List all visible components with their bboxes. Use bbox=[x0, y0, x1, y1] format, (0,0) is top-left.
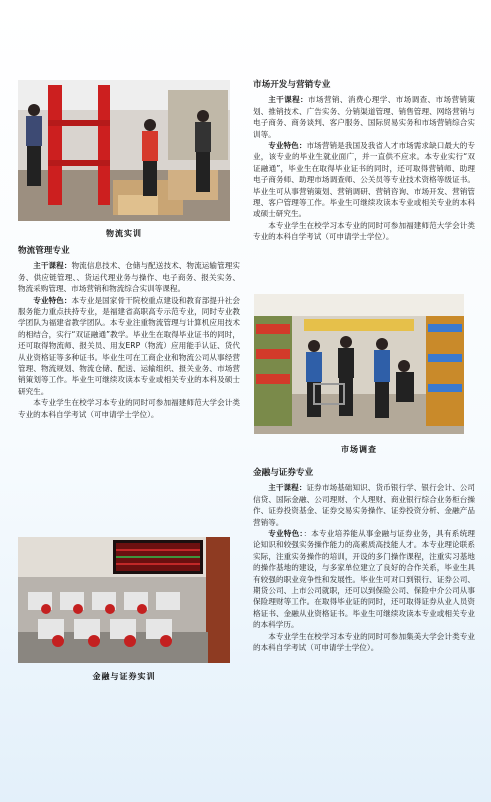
logistics-features: 专业特色：本专业是国家骨干院校重点建设和教育部提升社会服务能力重点扶持专业，是福建省高职高专示范专业，同时专业教学团队为福建省教学团队。本专业注重物流管理与计算机应用技术的相结合，实行“双证融通”教学。毕业生在取得毕业证书的同时，还可取得物流师、报关员、用友ERP（物流）应用能手认证、货代从业资格证等多种证书。毕业生可在工商企业和物流公司从事经营管理、物流规划、物流仓储、配送、运输组织、报关业务、市场营销策划等工作。毕业生可继续攻读本专业或相关专业的本科及硕士研究生。 bbox=[18, 295, 240, 396]
marketing-courses: 主干课程：市场营销、消费心理学、市场调查、市场营销策划、推销技术、广告实务、分销渠道管理、销售管理、网络营销与电子商务、商务谈判、客户服务、国际贸易实务和市场营销综合实训等。 bbox=[253, 95, 475, 139]
logistics-title: 物流管理专业 bbox=[18, 246, 70, 256]
finance-title: 金融与证券专业 bbox=[253, 468, 314, 478]
logistics-training-photo bbox=[18, 80, 230, 221]
marketing-exam: 本专业学生在校学习本专业的同时可参加福建师范大学会计类专业的本科自学考试（可申请学士学位）。 bbox=[253, 220, 475, 242]
finance-courses: 主干课程：证券市场基础知识、货币银行学、银行会计、公司信贷、国际金融、公司理财、个人理财、商业银行综合业务柜台操作、证券投资基金、证券交易实务操作、证券投资分析、金融产品营销等。 bbox=[253, 483, 475, 527]
marketing-features: 专业特色：市场营销是我国及我省人才市场需求缺口最大的专业，该专业的毕业生就业面广，并一直供不应求。本专业实行“双证融通”，毕业生在取得毕业证书的同时，还可取得营销师、助理电子商务师、助理市场调查师、公关员等专业技术资格等级证书。毕业生可从事营销策划、营销调研、营销咨询、市场开发、营销管理、客户管理等工作。毕业生可继续攻读本专业或相关专业的本科或硕士研究生。 bbox=[253, 141, 475, 219]
finance-training-photo bbox=[18, 537, 230, 663]
finance-photo-caption: 金融与证券实训 bbox=[92, 672, 156, 681]
logistics-exam: 本专业学生在校学习本专业的同时可参加福建师范大学会计类专业的本科自学考试（可申请学士学位）。 bbox=[18, 398, 240, 419]
market-survey-caption: 市场调查 bbox=[341, 445, 377, 454]
finance-features: 专业特色：：本专业培养能从事金融与证券业务，具有系统理论知识和较强实务操作能力的高素质高技能人才。本专业理论联系实际，注重实务操作的培训，开设的多门操作课程，注重实习基地的操作基地的建设，与多家单位建立了良好的合作关系，毕业生具有较强的职业竞争性和发展性。毕业生可对口到银行、证券公司、期货公司、上市公司就职，还可以到保险公司、保险中介公司从事保险理财等工作。在取得毕业证的同时，还可取得证券从业人员资格证书、金融从业资格证书。毕业生可继续攻读本专业或相关专业的本科学历。 bbox=[253, 529, 476, 630]
logistics-section bbox=[18, 246, 240, 420]
finance-section bbox=[253, 468, 475, 654]
market-survey-photo bbox=[254, 294, 464, 434]
marketing-title: 市场开发与营销专业 bbox=[253, 80, 331, 90]
marketing-section bbox=[253, 80, 475, 243]
finance-exam: 本专业学生在校学习本专业的同时可参加集美大学会计类专业的本科自学考试（可申请学士学位）。 bbox=[253, 631, 475, 653]
logistics-photo-caption: 物流实训 bbox=[106, 229, 142, 238]
logistics-courses: 主干课程：物流信息技术、仓储与配送技术、物流运输管理实务、供应链管理、、货运代理业务与操作、电子商务、报关实务、物流采购管理、市场营销和物流综合实训等课程。 bbox=[18, 261, 240, 294]
